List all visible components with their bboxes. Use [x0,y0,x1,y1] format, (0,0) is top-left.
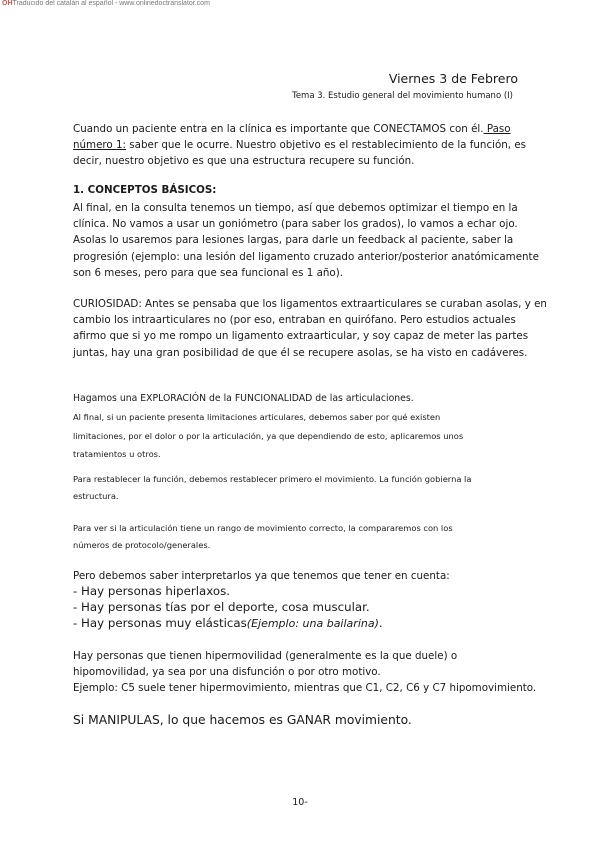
list-item-period: . [378,616,383,630]
paragraph-line: clínica. No vamos a usar un goniómetro (para saber los grados), lo vamos a echar ojo. [73,218,518,231]
paragraph-line: afirmo que si yo me rompo un ligamento extraarticular, y soy capaz de meter las partes [73,330,529,343]
interpret-line: Pero debemos saber interpretarlos ya que tenemos que tener en cuenta: [73,570,450,582]
list-item-example: (Ejemplo: una bailarina) [246,617,379,630]
paragraph-line: son 6 meses, pero para que sea funcional es 1 año). [73,266,344,279]
intro-line-1: Cuando un paciente entra en la clínica es importante que CONECTAMOS con él. [73,123,484,135]
exploration-title: Hagamos una EXPLORACIÓN de la FUNCIONALIDAD de las articulaciones. [73,393,414,404]
paragraph-line: progresión (ejemplo: una lesión del ligamento cruzado anterior/posterior anatómicamente [73,250,539,263]
paragraph-line: Al final, si un paciente presenta limitaciones articulares, debemos saber por qué existen [73,412,441,422]
paragraph-line: limitaciones, por el dolor o por la articulación, ya que dependiendo de esto, aplicaremos unos [73,430,464,441]
intro-step-label-b: número 1: [73,139,127,151]
hypermobility-paragraph [73,648,537,696]
paragraph-line: tratamientos u otros. [73,449,161,459]
list-item: - Hay personas tías por el deporte, cosa muscular. [73,600,370,614]
paragraph-line: Para restablecer la función, debemos restablecer primero el movimiento. La función gobierna la [73,474,472,484]
paragraph-line: Hay personas que tienen hipermovilidad (generalmente es la que duele) o [73,650,458,662]
paragraph-line: Asolas lo usaremos para lesiones largas, para darle un feedback al paciente, saber la [73,234,514,247]
people-list [73,583,533,632]
translator-logo: OH [2,0,13,7]
curiosity-paragraph [73,296,547,361]
section1-paragraph [73,200,539,281]
page-date: Viernes 3 de Febrero [388,71,518,86]
page-number: 10- [292,797,308,808]
range-paragraph [73,520,533,554]
exploration-paragraph [73,408,533,464]
paragraph-line: hipomovilidad, ya sea por una disfunción o por otro motivo. [73,666,381,678]
paragraph-line: números de protocolo/generales. [73,540,211,550]
translator-banner-text: Traducido del catalán al español - www.onlinedoctranslator.com [12,0,210,7]
intro-step-label-a: Paso [483,123,511,135]
paragraph-line: cambio los intraarticulares no (por eso, entraban en quirófano. Pero estudios actuales [73,314,516,327]
paragraph-line: CURIOSIDAD: Antes se pensaba que los ligamentos extraarticulares se curaban asolas, y en [73,298,547,310]
list-item: - Hay personas hiperlaxos. [73,584,230,598]
section-heading: 1. CONCEPTOS BÁSICOS: [73,184,217,196]
manipulate-line: Si MANIPULAS, lo que hacemos es GANAR movimiento. [73,713,412,727]
paragraph-line: Al final, en la consulta tenemos un tiempo, así que debemos optimizar el tiempo en la [73,202,518,214]
paragraph-line: Ejemplo: C5 suele tener hipermovimiento, mientras que C1, C2, C6 y C7 hipomovimiento. [73,682,537,694]
list-item-text: - Hay personas muy elásticas [73,616,247,630]
translator-banner [2,0,210,7]
paragraph-line: estructura. [73,491,119,501]
intro-line-2: saber que le ocurre. Nuestro objetivo es el restablecimiento de la función, es [126,139,527,151]
list-item [73,615,533,632]
intro-paragraph [73,121,533,169]
page-topic: Tema 3. Estudio general del movimiento humano (I) [292,91,513,101]
function-paragraph [73,471,533,505]
paragraph-line: juntas, hay una gran posibilidad de que él se recupere asolas, se ha visto en cadáveres. [73,346,528,359]
intro-line-3: decir, nuestro objetivo es que una estructura recupere su función. [73,155,415,167]
paragraph-line: Para ver si la articulación tiene un rango de movimiento correcto, la compararemos con los [73,523,453,533]
